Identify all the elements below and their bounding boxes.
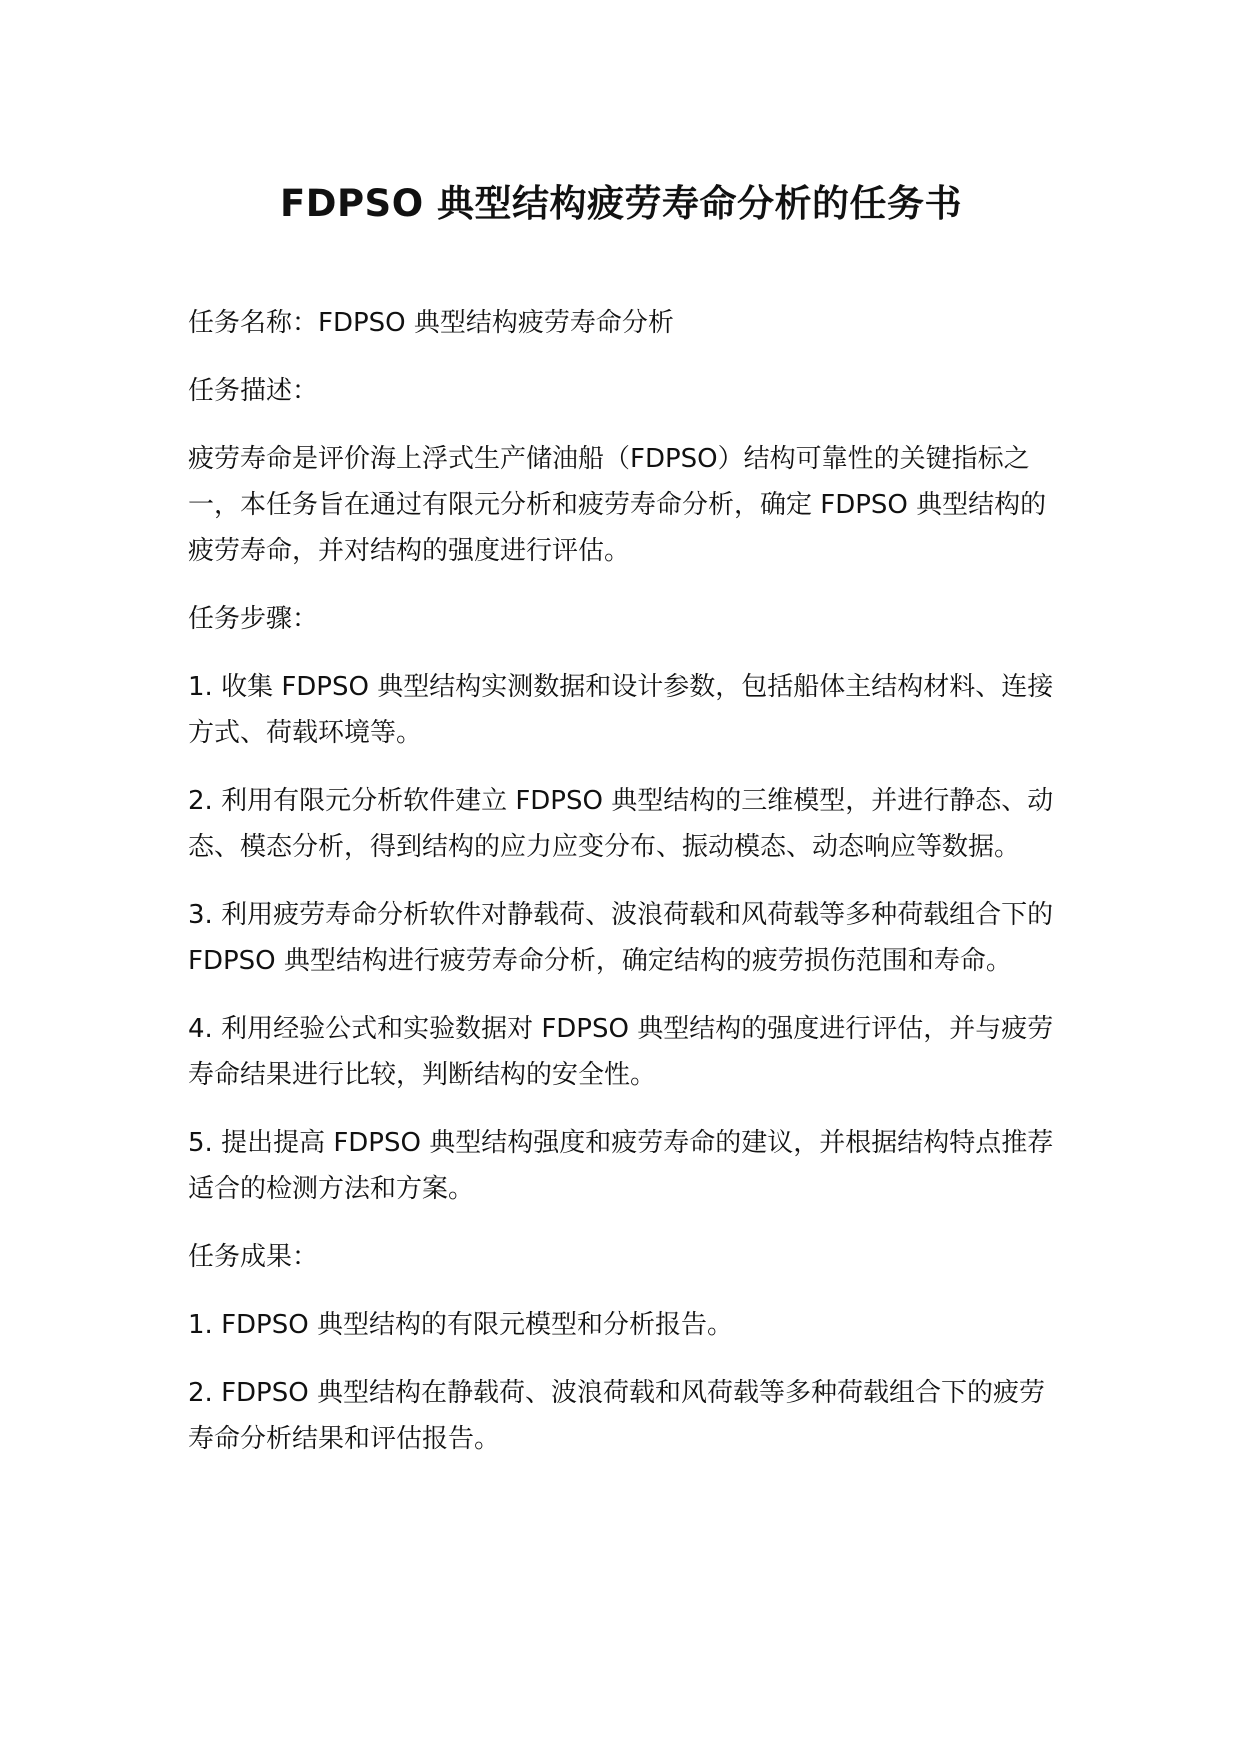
task-name: 任务名称：FDPSO 典型结构疲劳寿命分析 [188,308,674,338]
description-paragraph: 疲劳寿命是评价海上浮式生产储油船（FDPSO）结构可靠性的关键指标之一，本任务旨在通过有限元分析和疲劳寿命分析，确定 FDPSO 典型结构的疲劳寿命，并对结构的强度进行评估。 [188,444,1047,566]
result-item-2: 2. FDPSO 典型结构在静载荷、波浪荷载和风荷载等多种荷载组合下的疲劳寿命分析结果和评估报告。 [188,1378,1045,1454]
document-body [188,178,1054,1462]
step-item-2: 2. 利用有限元分析软件建立 FDPSO 典型结构的三维模型，并进行静态、动态、模态分析，得到结构的应力应变分布、振动模态、动态响应等数据。 [188,786,1054,862]
step-item-3: 3. 利用疲劳寿命分析软件对静载荷、波浪荷载和风荷载等多种荷载组合下的 FDPSO 典型结构进行疲劳寿命分析，确定结构的疲劳损伤范围和寿命。 [188,900,1054,976]
steps-heading: 任务步骤： [188,604,319,634]
results-heading: 任务成果： [188,1242,319,1272]
result-item-1: 1. FDPSO 典型结构的有限元模型和分析报告。 [188,1310,733,1340]
step-item-5: 5. 提出提高 FDPSO 典型结构强度和疲劳寿命的建议，并根据结构特点推荐适合的检测方法和方案。 [188,1128,1054,1204]
step-item-1: 1. 收集 FDPSO 典型结构实测数据和设计参数，包括船体主结构材料、连接方式、荷载环境等。 [188,672,1054,748]
description-heading: 任务描述： [188,376,319,406]
step-item-4: 4. 利用经验公式和实验数据对 FDPSO 典型结构的强度进行评估，并与疲劳寿命结果进行比较，判断结构的安全性。 [188,1014,1054,1090]
document-title: FDPSO 典型结构疲劳寿命分析的任务书 [279,182,963,225]
